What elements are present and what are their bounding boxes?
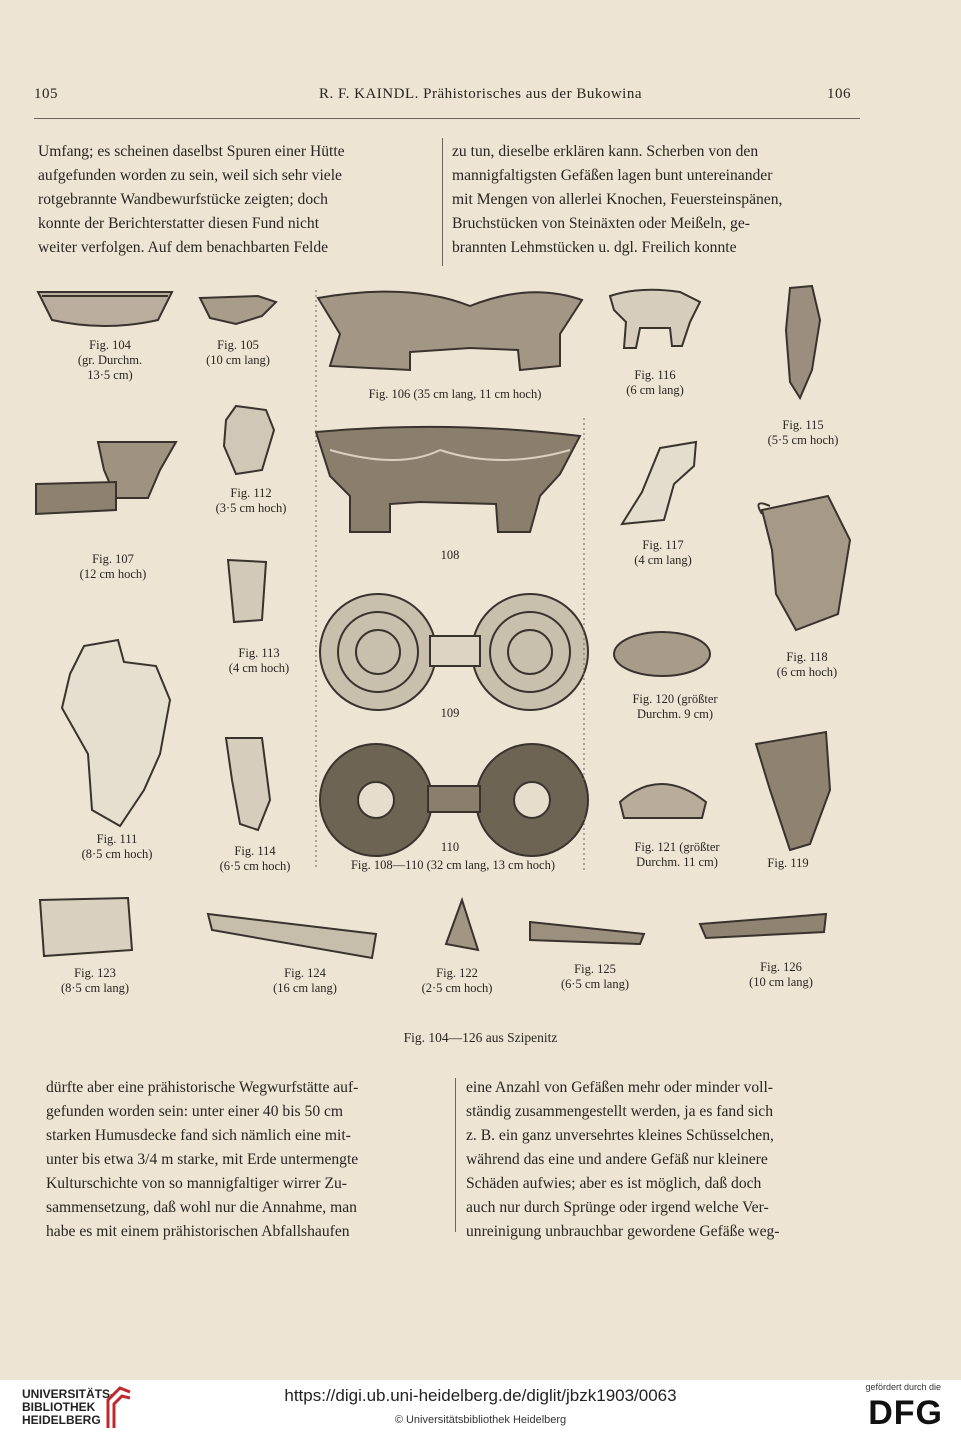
text-line: auch nur durch Sprünge oder irgend welche Ver- <box>466 1199 769 1216</box>
fig-116-animal-sketch <box>610 290 700 348</box>
caption-fig-117: Fig. 117 (4 cm lang) <box>634 538 692 567</box>
caption-fig-121: Fig. 121 (größter Durchm. 11 cm) <box>634 840 720 869</box>
text-line: während das eine und andere Gefäß nur kleinere <box>466 1151 768 1168</box>
text-line: eine Anzahl von Gefäßen mehr oder minder voll- <box>466 1079 774 1096</box>
text-line: gefunden worden sein: unter einer 40 bis 50 cm <box>46 1103 344 1120</box>
fig-114-figurine-sketch <box>226 738 270 830</box>
fig-105-spoon-sketch <box>200 296 276 324</box>
fig-117-fragment-sketch <box>622 442 696 524</box>
caption-fig-125: Fig. 125 (6·5 cm lang) <box>560 962 630 991</box>
page-number-left: 105 <box>34 86 58 102</box>
text-line: mit Mengen von allerlei Knochen, Feuersteinspänen, <box>452 191 783 208</box>
caption-fig-116: Fig. 116 (6 cm lang) <box>626 368 684 397</box>
caption-fig-118: Fig. 118 (6 cm hoch) <box>776 650 838 679</box>
caption-fig-126: Fig. 126 (10 cm lang) <box>749 960 813 989</box>
fig-122-point-sketch <box>446 900 478 950</box>
fig-113-figurine-sketch <box>228 560 266 622</box>
text-line: Umfang; es scheinen daselbst Spuren einer Hütte <box>38 143 345 160</box>
fig-115-figurine-sketch <box>786 286 820 398</box>
fig-123-tool-sketch <box>40 898 132 956</box>
text-line: Schäden aufwies; aber es ist möglich, daß doch <box>466 1175 762 1192</box>
text-line: habe es mit einem prähistorischen Abfallshaufen <box>46 1223 350 1240</box>
caption-fig-105: Fig. 105 (10 cm lang) <box>206 338 270 367</box>
fig-104-bowl-sketch <box>38 292 172 326</box>
text-line: aufgefunden worden zu sein, weil sich sehr viele <box>38 167 342 184</box>
top-left-column <box>38 140 432 260</box>
caption-fig-113: Fig. 113 (4 cm hoch) <box>228 646 290 675</box>
text-line: weiter verfolgen. Auf dem benachbarten Felde <box>38 239 329 256</box>
text-line: dürfte aber eine prähistorische Wegwurfstätte auf- <box>46 1079 359 1096</box>
caption-fig-112: Fig. 112 (3·5 cm hoch) <box>215 486 287 515</box>
text-line: sammensetzung, daß wohl nur die Annahme, man <box>46 1199 357 1216</box>
text-line: unreinigung unbrauchbar gewordene Gefäße weg- <box>466 1223 780 1240</box>
bottom-left-column <box>46 1076 442 1244</box>
caption-fig-123: Fig. 123 (8·5 cm lang) <box>60 966 130 995</box>
caption-fig-110: 110 <box>440 840 460 854</box>
fig-112-head-sketch <box>224 406 274 474</box>
caption-fig-122: Fig. 122 (2·5 cm hoch) <box>421 966 493 995</box>
caption-fig-124: Fig. 124 (16 cm lang) <box>273 966 337 995</box>
fig-120-disc-sketch <box>614 632 710 676</box>
text-line: unter bis etwa 3/4 m starke, mit Erde untermengte <box>46 1151 359 1168</box>
column-rule <box>442 138 443 266</box>
text-line: Kulturschichte von so mannigfaltiger wirrer Zu- <box>46 1175 347 1192</box>
text-line: z. B. ein ganz unversehrtes kleines Schüsselchen, <box>466 1127 774 1144</box>
caption-fig-120: Fig. 120 (größter Durchm. 9 cm) <box>632 692 718 721</box>
text-line: konnte der Berichterstatter diesen Fund nicht <box>38 215 320 232</box>
caption-fig-114: Fig. 114 (6·5 cm hoch) <box>219 844 291 873</box>
viewer-footer <box>0 1380 961 1440</box>
copyright-notice: © Universitätsbibliothek Heidelberg <box>394 1414 567 1426</box>
page-url-link[interactable]: https://digi.ub.uni-heidelberg.de/diglit/jbzk1903/0063 <box>284 1386 677 1405</box>
text-line: ständig zusammengestellt werden, ja es fand sich <box>466 1103 774 1120</box>
fig-106-double-vessel-sketch <box>318 292 582 370</box>
fig-111-figurine-sketch <box>62 640 170 826</box>
caption-fig-115: Fig. 115 (5·5 cm hoch) <box>767 418 839 447</box>
funding-label: gefördert durch die <box>865 1382 941 1392</box>
caption-fig-108: 108 <box>440 548 460 562</box>
text-line: rotgebrannte Wandbewurfstücke zeigten; doch <box>38 191 328 208</box>
column-rule <box>455 1078 456 1232</box>
text-line: starken Humusdecke fand sich nämlich eine mit- <box>46 1127 351 1144</box>
caption-fig-107: Fig. 107 (12 cm hoch) <box>79 552 147 581</box>
dfg-logo[interactable]: DFG <box>868 1394 943 1432</box>
caption-fig-119: Fig. 119 <box>767 856 809 870</box>
bottom-right-column <box>466 1076 862 1244</box>
fig-121-loaf-sketch <box>620 784 706 818</box>
fig-107-vessel-sketch <box>36 442 176 514</box>
caption-fig-106: Fig. 106 (35 cm lang, 11 cm hoch) <box>368 387 542 401</box>
caption-fig-109: 109 <box>440 706 460 720</box>
header-rule <box>34 118 860 119</box>
text-line: brannten Lehmstücken u. dgl. Freilich konnte <box>452 239 737 256</box>
text-line: zu tun, dieselbe erklären kann. Scherben von den <box>452 143 759 160</box>
text-line: mannigfaltigsten Gefäßen lagen bunt untereinander <box>452 167 773 184</box>
plate-caption: Fig. 104—126 aus Szipenitz <box>403 1030 558 1045</box>
text-line: Bruchstücken von Steinäxten oder Meißeln, ge- <box>452 215 750 232</box>
page-number-right: 106 <box>827 86 851 102</box>
top-right-column <box>452 140 854 260</box>
fig-125-blade-sketch <box>530 922 644 944</box>
running-title: R. F. KAINDL. Prähistorisches aus der Bukowina <box>318 86 642 102</box>
caption-fig-104: Fig. 104 (gr. Durchm. 13·5 cm) <box>77 338 143 382</box>
fig-118-vessel-sketch <box>758 496 850 630</box>
library-logo[interactable]: UNIVERSITÄTS- BIBLIOTHEK HEIDELBERG <box>22 1387 115 1427</box>
fig-124-tool-sketch <box>208 914 376 958</box>
fig-126-blade-sketch <box>700 914 826 938</box>
fig-108-double-vessel-sketch <box>316 427 580 532</box>
caption-fig-111: Fig. 111 (8·5 cm hoch) <box>81 832 153 861</box>
caption-fig-108-110: Fig. 108—110 (32 cm lang, 13 cm hoch) <box>350 858 556 872</box>
fig-109-spiral-sketch <box>320 594 588 710</box>
fig-119-vessel-sketch <box>756 732 830 850</box>
